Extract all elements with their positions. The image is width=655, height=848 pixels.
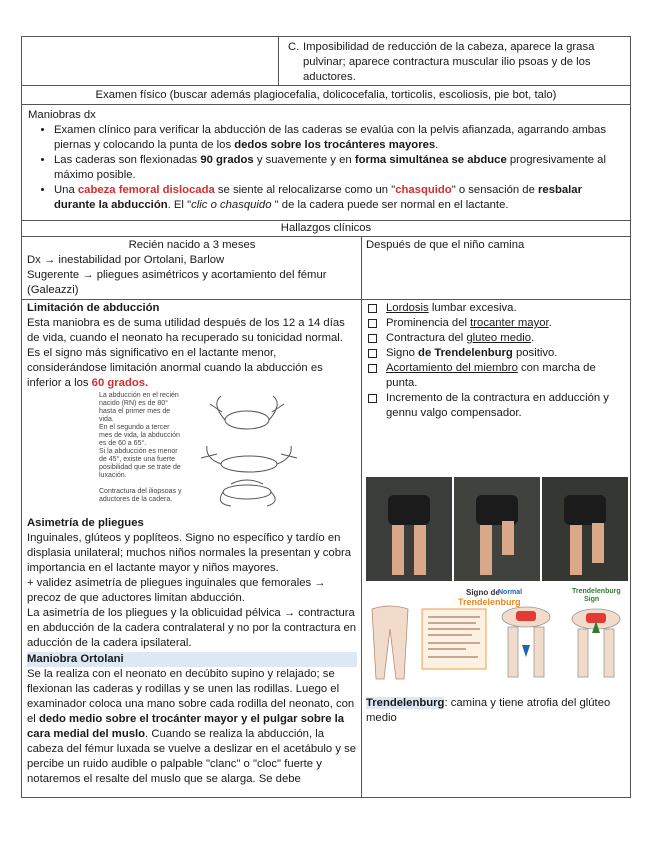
exam-heading: Examen físico (buscar además plagiocefalia, dolicocefalia, torticolis, escoliosis, pie bot, talo): [21, 86, 631, 105]
trendelenburg-photos: [366, 477, 628, 581]
checkbox-icon: [368, 334, 377, 343]
list-item: • Una cabeza femoral dislocada se siente al relocalizarse como un "chasquido" o sensación de resbalar durante la abducción. El "clic o chasquido " de la cadera puede ser normal en el lactante.: [54, 183, 624, 213]
left-body: [27, 301, 359, 787]
diagram-label-trendelenburg: Trendelenburg: [458, 597, 521, 607]
checkbox-icon: [368, 349, 377, 358]
diagram-label-tsign-2: Sign: [584, 596, 600, 603]
ortolani-title: Maniobra Ortolani: [27, 652, 357, 667]
walk-findings-list: [366, 301, 628, 421]
hallazgos-heading: Hallazgos clínicos: [21, 221, 631, 237]
checkbox-icon: [368, 304, 377, 313]
list-item: Incremento de la contractura en adducción y gennu valgo compensador.: [386, 391, 628, 421]
fig-caption-1: La abducción en el recién nacido (RN) es de 80° hasta el primer mes de vida.: [99, 392, 179, 423]
asim-p3: La asimetría de los pliegues y la oblicuidad pélvica → contractura en abducción de la cadera contralateral y no por la contractura en aducción de la cadera ipsilateral.: [27, 607, 357, 649]
checkbox-icon: [368, 394, 377, 403]
checkbox-icon: [368, 364, 377, 373]
sugerente-line: Sugerente → pliegues asimétricos y acortamiento del fémur (Galeazzi): [27, 269, 327, 296]
diagram-label-tsign: Trendelenburg: [572, 588, 621, 595]
list-item: Acortamiento del miembro con marcha de punta.: [386, 361, 628, 391]
newborn-title: Recién nacido a 3 meses: [128, 239, 256, 251]
maniobras-title: Maniobras dx: [28, 109, 96, 121]
list-letter-c: C.: [288, 41, 300, 53]
right-body: [366, 301, 628, 724]
top-row: [21, 36, 631, 86]
diagram-label-signo: Signo de: [466, 588, 500, 597]
maniobras-list: [28, 123, 624, 213]
maniobras-section: [21, 105, 631, 221]
list-item: Signo de Trendelenburg positivo.: [386, 346, 628, 361]
trendelenburg-diagram: [366, 585, 628, 683]
ortolani-text: Se la realiza con el neonato en decúbito supino y relajado; se flexionan las caderas y rodillas y se unen las rodillas. Luego el examinador coloca una mano sobre cada rodilla del neonato, con el dedo medio sobre el trocánter mayor y el pulgar sobre la cara medial del muslo. Cuando se realiza la abducción, la cabeza del fémur luxada se vuelve a deslizar en el acetábulo y se percibe un ruido audible o palpable "clanc" o "cloc" fuerte y notaremos el resalte del muslo que se alarga. Se debe: [27, 668, 357, 785]
two-column-table: [21, 237, 631, 797]
list-item: • Las caderas son flexionadas 90 grados y suavemente y en forma simultánea se abduce progresivamente al máximo posible.: [54, 153, 624, 183]
abduction-figure: [27, 392, 359, 512]
list-item: Contractura del gluteo medio.: [386, 331, 628, 346]
list-item: Prominencia del trocanter mayor.: [386, 316, 628, 331]
list-item: Lordosis lumbar excesiva.: [386, 301, 628, 316]
dx-line: Dx → inestabilidad por Ortolani, Barlow: [27, 254, 225, 266]
checkbox-icon: [368, 319, 377, 328]
fig-caption-2: En el segundo a tercer mes de vida, la abducción es de 60 a 65°.: [99, 424, 180, 447]
limit-text: Esta maniobra es de suma utilidad después de los 12 a 14 días de vida, cuando el neonato ha recuperado su tonicidad normal. Es el signo más significativo en el lactante menor, considerándose limitación anormal cuando la abducción es inferior a los 60 grados.: [27, 317, 345, 389]
fig-caption-3: Si la abducción es menor de 45°, existe una fuerte posibilidad que se trate de luxación.: [99, 448, 181, 479]
trendelenburg-caption: Trendelenburg: camina y tiene atrofia del glúteo medio: [366, 697, 611, 724]
after-walk-title: Después de que el niño camina: [366, 239, 525, 251]
limit-title: Limitación de abducción: [27, 302, 160, 314]
asim-title: Asimetría de pliegues: [27, 517, 144, 529]
newborn-cell: [27, 238, 357, 298]
fig-caption-4: Contractura del iliopsoas y aductores de la cadera.: [99, 488, 182, 503]
list-item-c-text: Imposibilidad de reducción de la cabeza, aparece la grasa pulvinar; aparece contractura muscular ilio psoas y de los aductores.: [303, 41, 595, 83]
asim-p2: + validez asimetría de pliegues inguinales que femorales → precoz de que aductores limitan abducción.: [27, 577, 326, 604]
diagram-label-normal: Normal: [498, 589, 523, 596]
infant-hip-illustration: [187, 392, 307, 512]
asim-p1: Inguinales, glúteos y poplíteos. Signo no específico y tardío en displasia unilateral; muchos niños normales la presentan y cobra importancia en el lactante mayor y niños mayores.: [27, 532, 352, 574]
list-item: • Examen clínico para verificar la abducción de las caderas se evalúa con la pelvis afianzada, agarrando ambas piernas y colocando la punta de los dedos sobre los trocánteres mayores.: [54, 123, 624, 153]
